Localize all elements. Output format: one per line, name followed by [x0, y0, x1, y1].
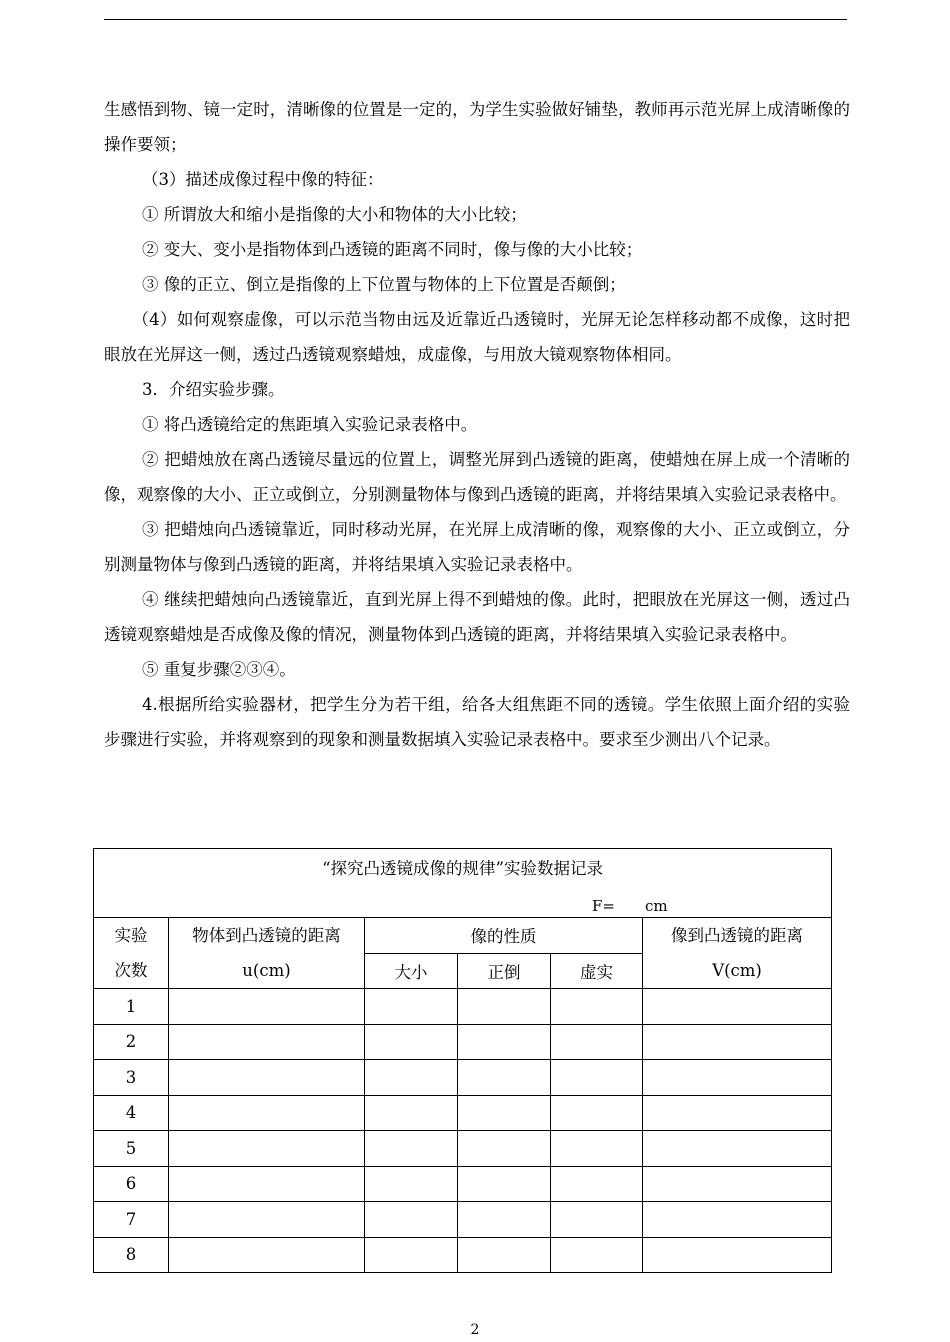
- col-orient-header: 正倒: [458, 953, 551, 989]
- paragraph: 4.根据所给实验器材，把学生分为若干组，给各大组焦距不同的透镜。学生依照上面介绍的实验步骤进行实验，并将观察到的现象和测量数据填入实验记录表格中。要求至少测出八个记录。: [104, 695, 850, 749]
- table-row: 3: [94, 1060, 832, 1096]
- focal-length-label: F= cm: [592, 897, 668, 915]
- header-rule: [104, 19, 847, 20]
- paragraph: 生感悟到物、镜一定时，清晰像的位置是一定的，为学生实验做好铺垫，教师再示范光屏上成清晰像的操作要领；: [104, 100, 850, 154]
- col-real-header: 虚实: [551, 953, 643, 989]
- paragraph: 3．介绍实验步骤。: [142, 380, 285, 399]
- table-row: 2: [94, 1024, 832, 1060]
- body-text: [104, 92, 850, 757]
- col-size-header: 大小: [365, 953, 458, 989]
- table-title: “探究凸透镜成像的规律”实验数据记录: [322, 859, 603, 878]
- paragraph: ③ 把蜡烛向凸透镜靠近，同时移动光屏，在光屏上成清晰的像，观察像的大小、正立或倒立，分别测量物体与像到凸透镜的距离，并将结果填入实验记录表格中。: [104, 520, 850, 574]
- table-row: 8: [94, 1237, 832, 1273]
- table-title-cell: [94, 849, 832, 918]
- table-row: 6: [94, 1166, 832, 1202]
- paragraph: ② 把蜡烛放在离凸透镜尽量远的位置上，调整光屏到凸透镜的距离，使蜡烛在屏上成一个清晰的像，观察像的大小、正立或倒立，分别测量物体与像到凸透镜的距离，并将结果填入实验记录表格中。: [104, 450, 850, 504]
- experiment-record-table: [93, 848, 832, 1273]
- paragraph: ① 将凸透镜给定的焦距填入实验记录表格中。: [142, 415, 478, 434]
- paragraph: ③ 像的正立、倒立是指像的上下位置与物体的上下位置是否颠倒；: [142, 275, 626, 294]
- col-u-header: 物体到凸透镜的距离 u(cm): [169, 918, 365, 989]
- paragraph: （4）如何观察虚像，可以示范当物由远及近靠近凸透镜时，光屏无论怎样移动都不成像，这时把眼放在光屏这一侧，透过凸透镜观察蜡烛，成虚像，与用放大镜观察物体相同。: [104, 310, 850, 364]
- paragraph: ⑤ 重复步骤②③④。: [142, 660, 296, 679]
- col-v-header: 像到凸透镜的距离 V(cm): [643, 918, 832, 989]
- col-image-header: 像的性质: [365, 918, 643, 954]
- table-row: 1: [94, 989, 832, 1025]
- col-trial-header: 实验 次数: [94, 918, 169, 989]
- paragraph: ② 变大、变小是指物体到凸透镜的距离不同时，像与像的大小比较；: [142, 240, 643, 259]
- page-number: 2: [470, 1322, 480, 1338]
- table-row: 7: [94, 1202, 832, 1238]
- table-row: 4: [94, 1095, 832, 1131]
- paragraph: ① 所谓放大和缩小是指像的大小和物体的大小比较；: [142, 205, 527, 224]
- paragraph: ④ 继续把蜡烛向凸透镜靠近，直到光屏上得不到蜡烛的像。此时，把眼放在光屏这一侧，透过凸透镜观察蜡烛是否成像及像的情况，测量物体到凸透镜的距离，并将结果填入实验记录表格中。: [104, 590, 850, 644]
- paragraph: （3）描述成像过程中像的特征：: [142, 170, 384, 189]
- table-row: 5: [94, 1131, 832, 1167]
